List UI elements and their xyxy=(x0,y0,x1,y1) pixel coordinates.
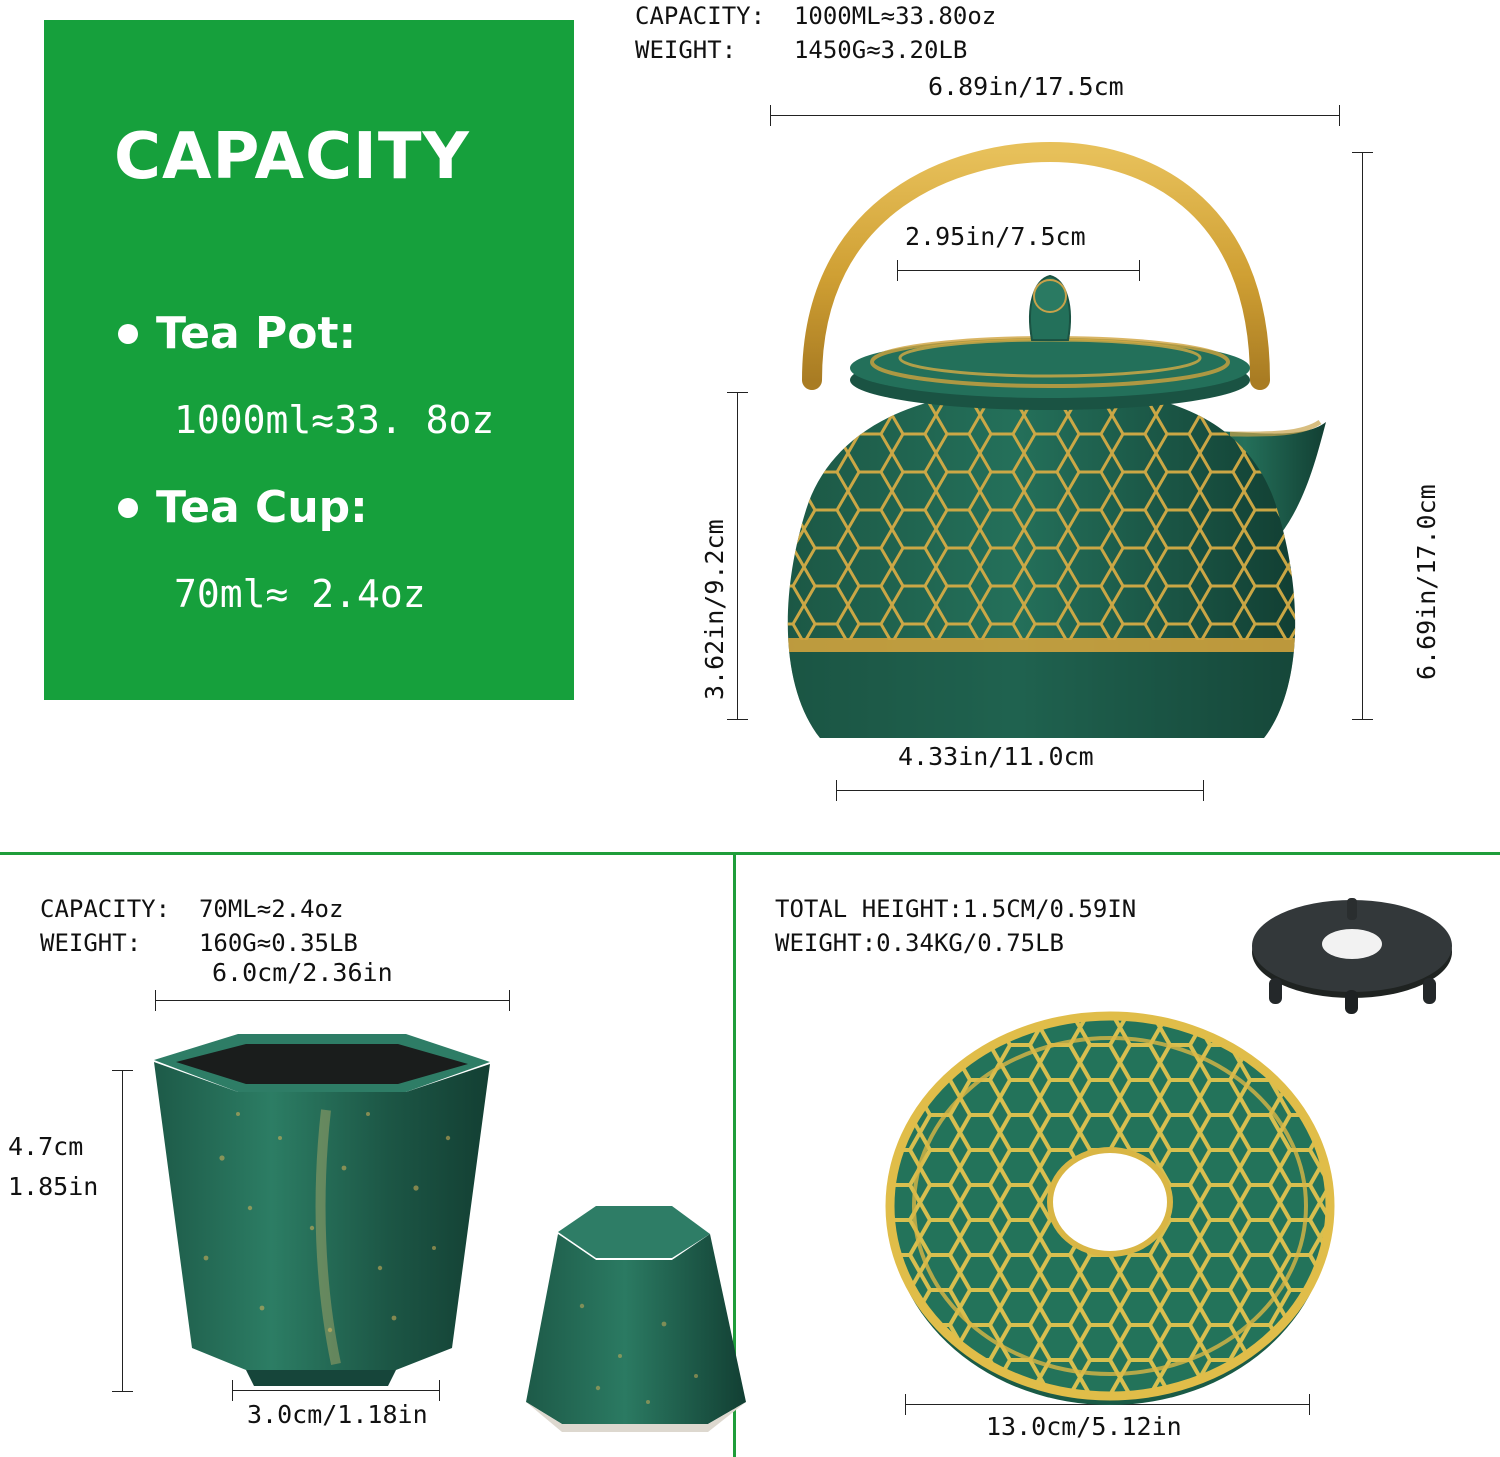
capacity-panel xyxy=(44,20,574,700)
dim-label-trivet-diameter: 13.0cm/5.12in xyxy=(986,1412,1182,1441)
dim-teapot-body-height xyxy=(737,392,738,720)
dim-label-cup-height-cm: 4.7cm xyxy=(8,1132,84,1161)
bullet-icon xyxy=(118,498,138,518)
dim-label-cup-top-width: 6.0cm/2.36in xyxy=(212,958,393,987)
capacity-item-label: Tea Cup: xyxy=(156,482,368,533)
dim-label-lid-width: 2.95in/7.5cm xyxy=(905,222,1086,251)
dim-teapot-total-height xyxy=(1362,152,1363,720)
dim-label-cup-base-width: 3.0cm/1.18in xyxy=(247,1400,428,1429)
teapot-capacity-text: CAPACITY: 1000ML≈33.80oz xyxy=(635,2,997,30)
dim-teapot-overall-width xyxy=(770,115,1340,116)
teacup-svg xyxy=(130,1018,550,1398)
dim-label-base-width: 4.33in/11.0cm xyxy=(898,742,1094,771)
trivet-height-text: TOTAL HEIGHT:1.5CM/0.59IN xyxy=(775,895,1137,923)
dim-label-overall-width: 6.89in/17.5cm xyxy=(928,72,1124,101)
capacity-item-teacup xyxy=(118,482,368,533)
capacity-title: CAPACITY xyxy=(114,120,470,194)
teacup-illustration xyxy=(130,1018,550,1398)
trivet-svg xyxy=(880,1010,1340,1410)
dim-label-total-height: 6.69in/17.0cm xyxy=(1412,484,1441,680)
capacity-item-value: 70ml≈ 2.4oz xyxy=(174,572,426,616)
teacup-inverted-svg xyxy=(496,1196,776,1446)
dim-cup-height xyxy=(122,1070,123,1392)
capacity-item-label: Tea Pot: xyxy=(156,308,357,359)
teapot-svg xyxy=(760,130,1340,750)
cup-capacity-text: CAPACITY: 70ML≈2.4oz xyxy=(40,895,344,923)
teacup-inverted-illustration xyxy=(496,1196,776,1446)
dim-label-body-height: 3.62in/9.2cm xyxy=(700,519,729,700)
capacity-item-value: 1000ml≈33. 8oz xyxy=(174,398,495,442)
teapot-weight-text: WEIGHT: 1450G≈3.20LB xyxy=(635,36,968,64)
teapot-illustration xyxy=(760,130,1340,750)
trivet-weight-text: WEIGHT:0.34KG/0.75LB xyxy=(775,929,1064,957)
divider-horizontal xyxy=(0,852,1500,855)
bullet-icon xyxy=(118,324,138,344)
capacity-item-teapot xyxy=(118,308,356,359)
dim-cup-top-width xyxy=(155,1000,510,1001)
dim-label-cup-height-in: 1.85in xyxy=(8,1172,99,1201)
cup-weight-text: WEIGHT: 160G≈0.35LB xyxy=(40,929,358,957)
dim-teapot-base-width xyxy=(836,790,1204,791)
trivet-illustration xyxy=(880,1010,1340,1410)
